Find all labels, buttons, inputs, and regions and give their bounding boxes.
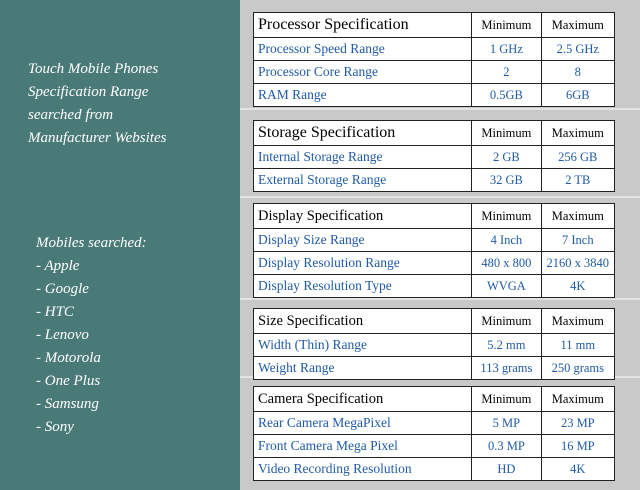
left-panel [0,0,240,490]
table-row [254,252,615,275]
mobile-item: - Lenovo [36,327,89,343]
min-value: 4 Inch [472,229,541,252]
size-spec-table [253,308,615,380]
col-maximum: Maximum [541,13,614,38]
divider [240,108,640,110]
table-row [254,357,615,380]
col-maximum: Maximum [541,387,614,412]
title-line: searched from [28,107,114,123]
max-value: 23 MP [541,412,614,435]
mobile-item: - Motorola [36,350,101,366]
row-label: Weight Range [254,357,472,380]
max-value: 2.5 GHz [541,38,614,61]
max-value: 6GB [541,84,614,107]
min-value: 113 grams [472,357,541,380]
row-label: Internal Storage Range [254,146,472,169]
row-label: RAM Range [254,84,472,107]
max-value: 7 Inch [541,229,614,252]
min-value: HD [472,458,541,481]
min-value: WVGA [472,275,541,298]
table-row [254,435,615,458]
row-label: Rear Camera MegaPixel [254,412,472,435]
min-value: 480 x 800 [472,252,541,275]
col-minimum: Minimum [472,204,541,229]
table-row [254,38,615,61]
row-label: Processor Core Range [254,61,472,84]
table-row [254,169,615,192]
title-line: Touch Mobile Phones [28,61,159,77]
mobile-item: - Samsung [36,396,99,412]
col-maximum: Maximum [541,121,614,146]
mobile-item: - Sony [36,419,74,435]
min-value: 0.5GB [472,84,541,107]
min-value: 32 GB [472,169,541,192]
mobile-item: - Google [36,281,89,297]
min-value: 2 GB [472,146,541,169]
max-value: 4K [541,458,614,481]
table-row [254,61,615,84]
title-line: Specification Range [28,84,149,100]
mobile-item: - Apple [36,258,80,274]
max-value: 256 GB [541,146,614,169]
row-label: External Storage Range [254,169,472,192]
table-row [254,84,615,107]
col-minimum: Minimum [472,309,541,334]
section-title: Camera Specification [254,387,472,412]
row-label: Display Size Range [254,229,472,252]
section-title: Processor Specification [254,13,472,38]
divider [240,196,640,198]
mobile-item: - HTC [36,304,74,320]
max-value: 2160 x 3840 [541,252,614,275]
max-value: 8 [541,61,614,84]
mobiles-list [36,232,147,439]
table-row [254,334,615,357]
table-row [254,229,615,252]
processor-spec-table [253,12,615,107]
min-value: 5 MP [472,412,541,435]
max-value: 16 MP [541,435,614,458]
row-label: Front Camera Mega Pixel [254,435,472,458]
min-value: 5.2 mm [472,334,541,357]
max-value: 11 mm [541,334,614,357]
camera-spec-table [253,386,615,481]
max-value: 2 TB [541,169,614,192]
col-maximum: Maximum [541,204,614,229]
row-label: Display Resolution Range [254,252,472,275]
table-row [254,275,615,298]
row-label: Processor Speed Range [254,38,472,61]
divider [240,298,640,300]
min-value: 2 [472,61,541,84]
table-row [254,458,615,481]
mobile-item: - One Plus [36,373,101,389]
col-minimum: Minimum [472,121,541,146]
storage-spec-table [253,120,615,192]
display-spec-table [253,203,615,298]
row-label: Display Resolution Type [254,275,472,298]
title-line: Manufacturer Websites [28,130,167,146]
mobiles-heading: Mobiles searched: [36,235,147,251]
row-label: Width (Thin) Range [254,334,472,357]
section-title: Size Specification [254,309,472,334]
col-minimum: Minimum [472,13,541,38]
section-title: Display Specification [254,204,472,229]
max-value: 250 grams [541,357,614,380]
min-value: 1 GHz [472,38,541,61]
max-value: 4K [541,275,614,298]
col-maximum: Maximum [541,309,614,334]
min-value: 0.3 MP [472,435,541,458]
table-row [254,146,615,169]
col-minimum: Minimum [472,387,541,412]
table-row [254,412,615,435]
section-title: Storage Specification [254,121,472,146]
row-label: Video Recording Resolution [254,458,472,481]
page-title [28,58,238,150]
